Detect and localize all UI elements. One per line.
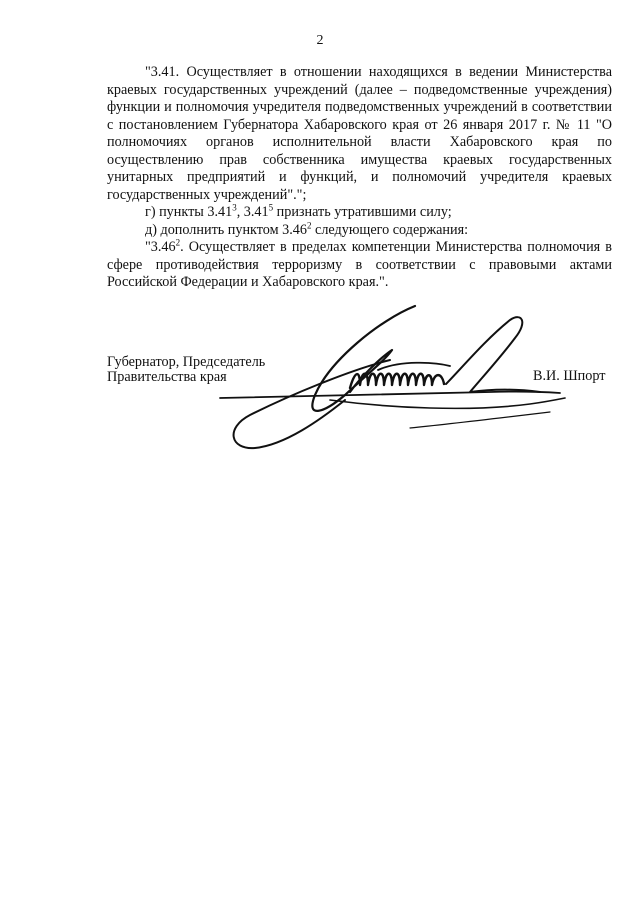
paragraph-text: признать утратившими силу; bbox=[273, 204, 452, 220]
superscript: 3 bbox=[232, 202, 237, 213]
paragraph-3-46 bbox=[107, 239, 612, 292]
paragraph-3-41 bbox=[107, 64, 612, 204]
paragraph-item-g bbox=[107, 204, 612, 222]
paragraph-text: . Осуществляет в пределах компетенции Министерства полномочия в сфере противодействия терроризму в соответствии с правовыми актами Российской Федерации и Хабаровского края.". bbox=[107, 239, 612, 290]
paragraph-item-d bbox=[107, 219, 612, 240]
superscript: 5 bbox=[268, 202, 274, 213]
document-body bbox=[107, 64, 612, 292]
signatory-name: В.И. Шпорт bbox=[533, 368, 606, 384]
signatory-title-line-2: Правительства края bbox=[107, 369, 227, 385]
handwritten-signature bbox=[210, 300, 570, 460]
paragraph-text: следующего содержания: bbox=[311, 221, 469, 238]
paragraph-text: , 3.41 bbox=[236, 204, 269, 220]
paragraph-text: "3.41. Осуществляет в отношении находящихся в ведении Министерства краевых государственных учреждений (далее – подведомственные учреждения) функции и полномочия учредителя подведомственных учреждений в соответствии с постановлением Губернатора Хабаровского края от 26 января 2017 г. № 11 "О полномочиях органов исполнительной власти Хабаровского края по осуществлению прав собственника имущества краевых государственных унитарных предприятий и функций, и полномочий учредителя краевых государственных учреждений"."; bbox=[107, 64, 612, 203]
paragraph-text: г) пункты 3.41 bbox=[145, 204, 233, 220]
paragraph-text: "3.46 bbox=[145, 239, 176, 255]
signatory-title-line-1: Губернатор, Председатель bbox=[107, 354, 266, 370]
superscript: 2 bbox=[306, 219, 312, 230]
page-number: 2 bbox=[316, 33, 324, 48]
paragraph-text: д) дополнить пунктом 3.46 bbox=[145, 221, 307, 238]
superscript: 2 bbox=[175, 237, 181, 248]
